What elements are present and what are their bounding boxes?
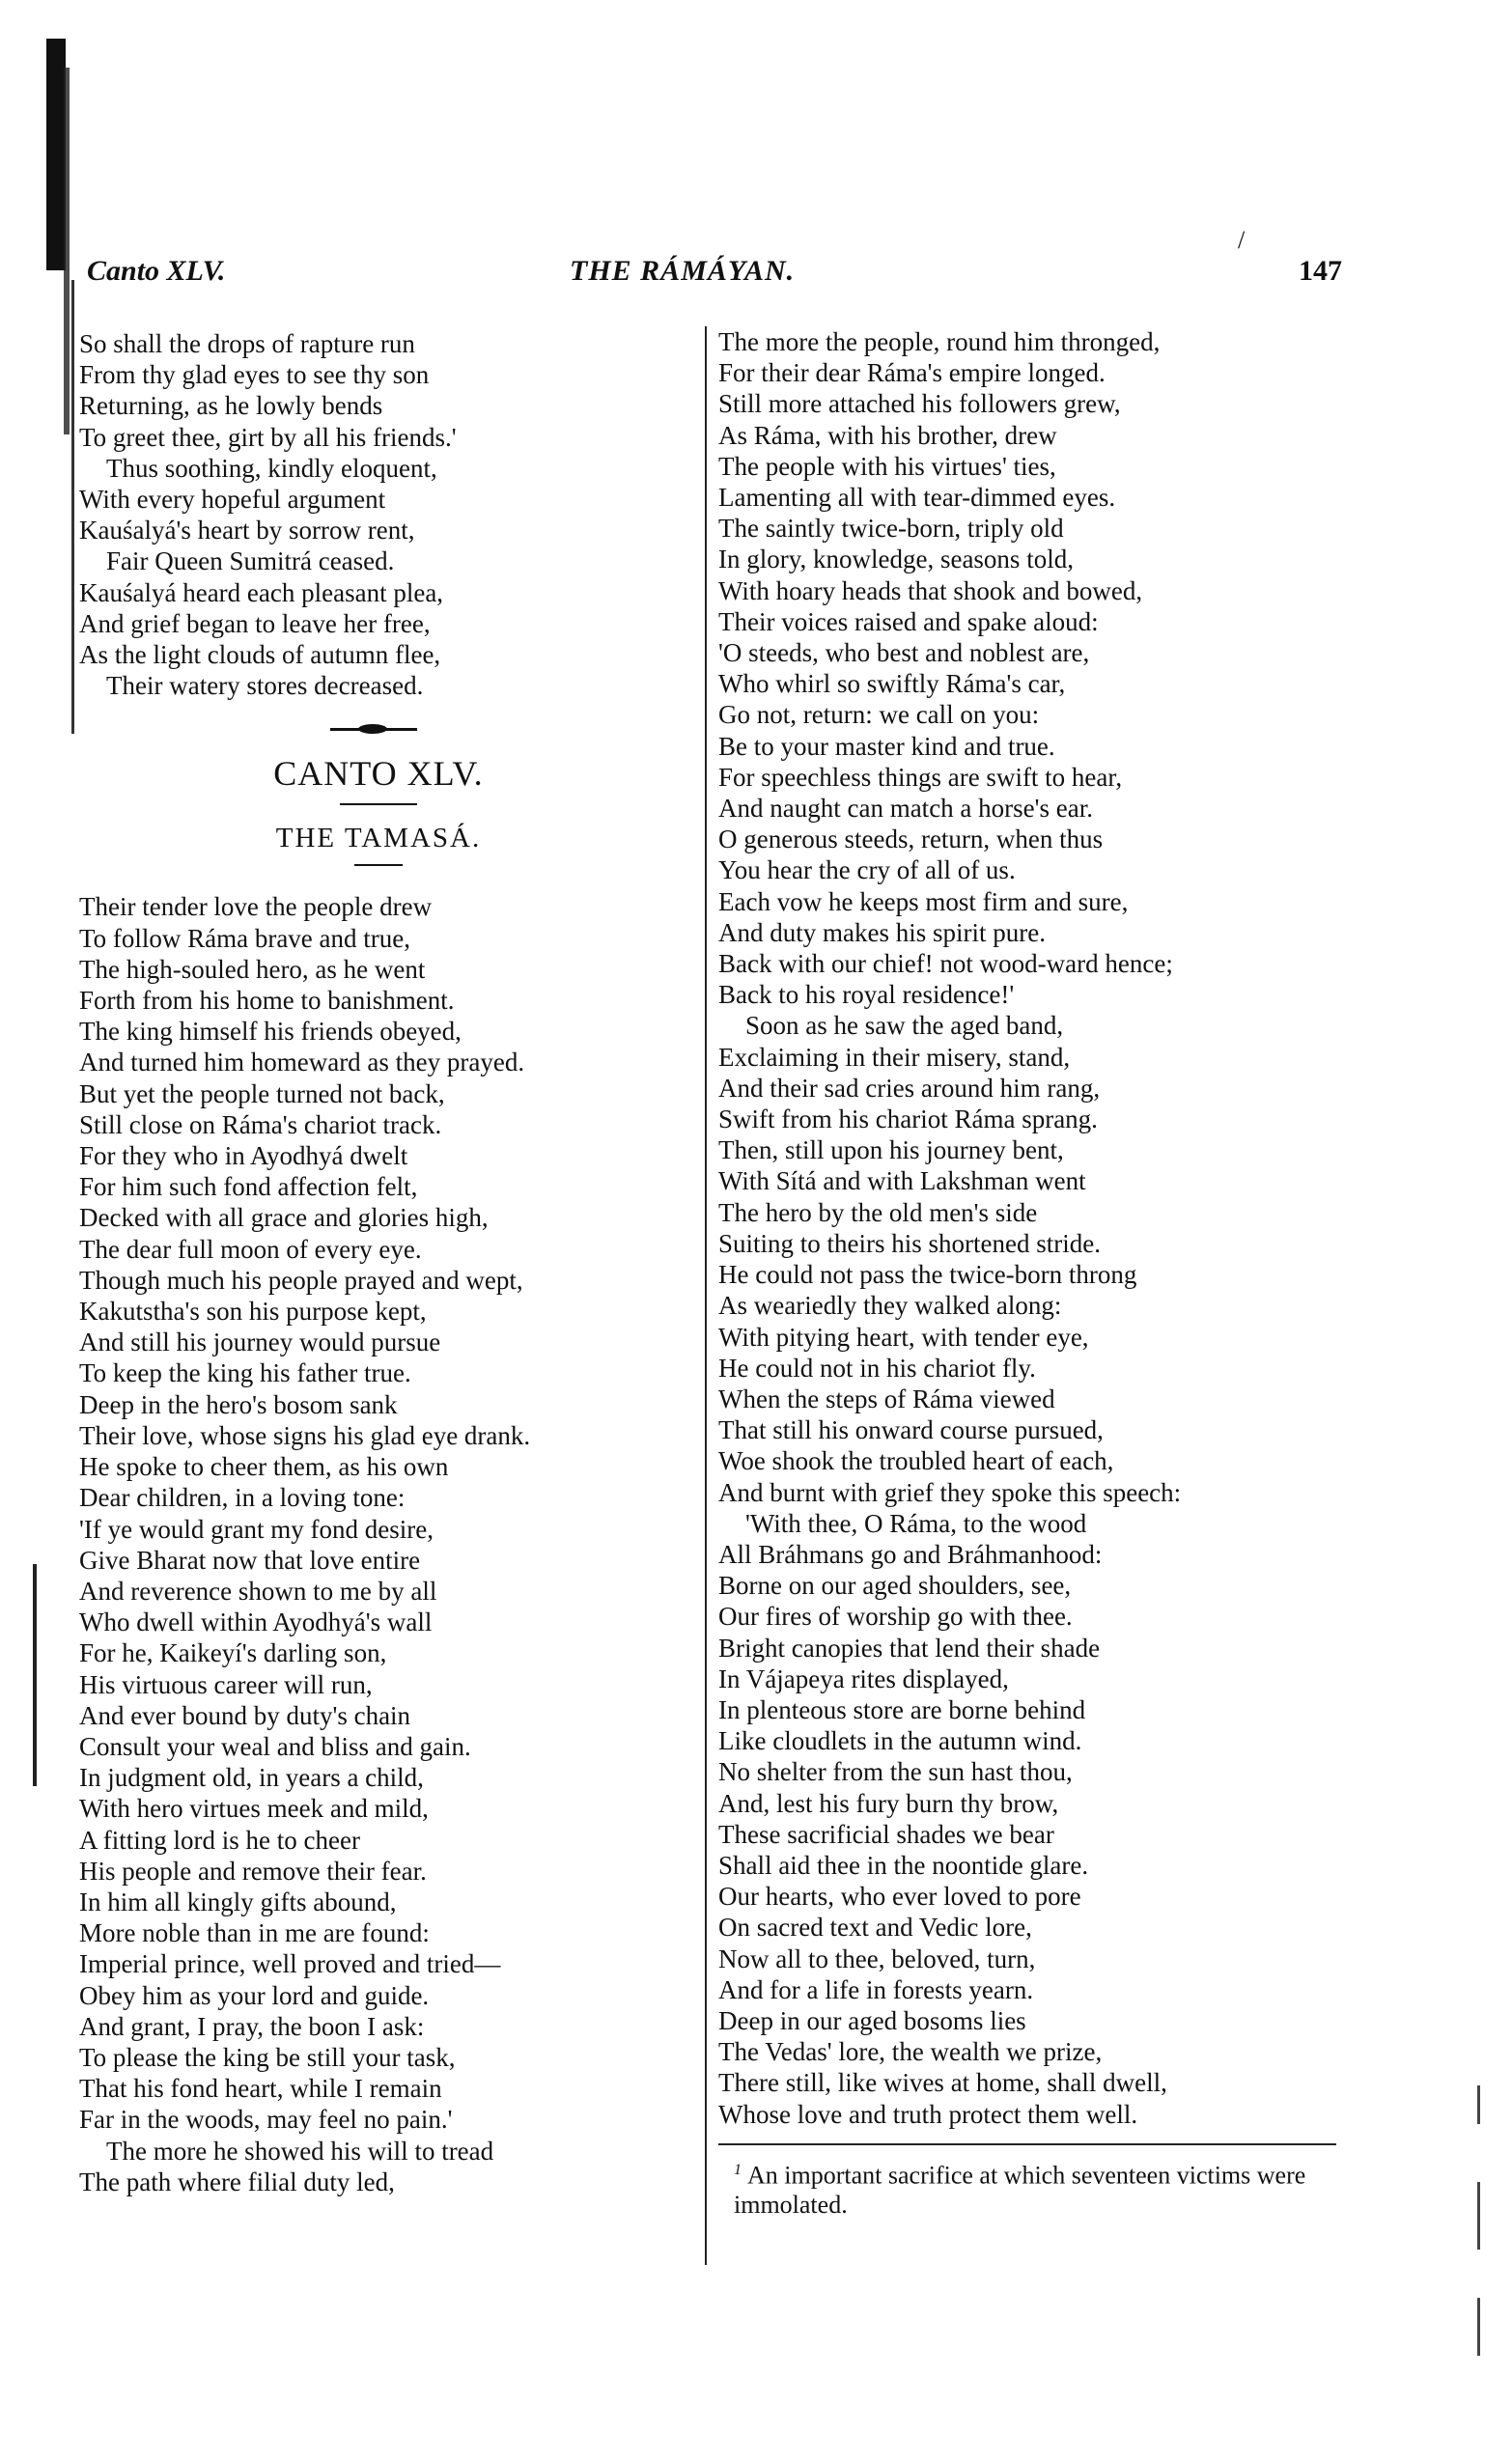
- verse-line: You hear the cry of all of us.: [718, 855, 1016, 885]
- verse-line: And grief began to leave her free,: [79, 608, 431, 638]
- verse-line: To follow Ráma brave and true,: [79, 923, 410, 953]
- canto-heading: CANTO XLV.: [273, 754, 484, 794]
- verse-line: For they who in Ayodhyá dwelt: [79, 1141, 408, 1171]
- verse-line: Deep in our aged bosoms lies: [718, 2005, 1026, 2035]
- right-column: [718, 326, 1346, 2220]
- verse-line: The more he showed his will to tread: [106, 2136, 494, 2166]
- verse-line: He could not pass the twice-born throng: [718, 1260, 1137, 1290]
- verse-line: His people and remove their fear.: [79, 1856, 427, 1886]
- running-header: [87, 255, 1342, 294]
- header-canto-label: Canto XLV.: [87, 255, 226, 287]
- verse-line: These sacrificial shades we bear: [718, 1819, 1054, 1849]
- verse-line: Imperial prince, well proved and tried—: [79, 1949, 501, 1979]
- verse-line: For him such fond affection felt,: [79, 1172, 418, 1202]
- scan-margin-mark: [1477, 2298, 1480, 2356]
- verse-line: And grant, I pray, the boon I ask:: [79, 2011, 425, 2041]
- verse-line: Returning, as he lowly bends: [79, 391, 383, 421]
- verse-line: Lamenting all with tear-dimmed eyes.: [718, 483, 1116, 513]
- verse-line: He could not in his chariot fly.: [718, 1353, 1036, 1383]
- verse-line: A fitting lord is he to cheer: [79, 1825, 360, 1855]
- heading-rule: [340, 803, 417, 805]
- footnote-marker: 1: [734, 2161, 742, 2178]
- verse-line: With hoary heads that shook and bowed,: [718, 575, 1143, 605]
- verse-line: Kakutstha's son his purpose kept,: [79, 1297, 427, 1327]
- verse-line: Still close on Ráma's chariot track.: [79, 1109, 442, 1139]
- verse-line: Each vow he keeps most firm and sure,: [718, 886, 1129, 916]
- verse-line: Deep in the hero's bosom sank: [79, 1389, 398, 1419]
- verse-line: And duty makes his spirit pure.: [718, 917, 1046, 947]
- verse-line: 'O steeds, who best and noblest are,: [718, 638, 1090, 668]
- page-number: 147: [1299, 255, 1342, 287]
- verse-line: Far in the woods, may feel no pain.': [79, 2105, 453, 2135]
- verse-line: The people with his virtues' ties,: [718, 451, 1056, 481]
- verse-line: In him all kingly gifts abound,: [79, 1887, 397, 1916]
- verse-line: When the steps of Ráma viewed: [718, 1384, 1055, 1413]
- verse-line: Still more attached his followers grew,: [718, 389, 1121, 419]
- verse-line: The king himself his friends obeyed,: [79, 1017, 462, 1047]
- verse-line: Kauśalyá heard each pleasant plea,: [79, 577, 444, 607]
- canto-body-continued: [718, 326, 1346, 2130]
- verse-line: Obey him as your lord and guide.: [79, 1980, 430, 2010]
- verse-line: Kauśalyá's heart by sorrow rent,: [79, 516, 415, 545]
- verse-line: Shall aid thee in the noontide glare.: [718, 1850, 1089, 1880]
- verse-line: Our fires of worship go with thee.: [718, 1602, 1073, 1632]
- verse-line: And their sad cries around him rang,: [718, 1073, 1101, 1103]
- verse-line: Their voices raised and spake aloud:: [718, 606, 1099, 636]
- verse-line: Like cloudlets in the autumn wind.: [718, 1726, 1082, 1756]
- verse-line: Woe shook the troubled heart of each,: [718, 1446, 1114, 1476]
- verse-line: Our hearts, who ever loved to pore: [718, 1882, 1081, 1912]
- verse-line: That his fond heart, while I remain: [79, 2074, 442, 2104]
- verse-line: Back to his royal residence!': [718, 980, 1015, 1010]
- verse-line: And still his journey would pursue: [79, 1328, 441, 1357]
- verse-line: That still his onward course pursued,: [718, 1415, 1104, 1445]
- verse-line: All Bráhmans go and Bráhmanhood:: [718, 1539, 1103, 1569]
- scan-margin-mark: [1477, 2085, 1480, 2124]
- verse-line: Back with our chief! not wood-ward hence;: [718, 949, 1173, 979]
- verse-line: Borne on our aged shoulders, see,: [718, 1571, 1072, 1601]
- pencil-tick-mark: /: [1238, 226, 1246, 254]
- canto-body: [79, 891, 697, 2197]
- verse-line: The path where filial duty led,: [79, 2167, 395, 2196]
- verse-line: Who whirl so swiftly Ráma's car,: [718, 669, 1066, 699]
- verse-line: Be to your master kind and true.: [718, 731, 1055, 761]
- scan-margin-mark: [33, 1564, 37, 1786]
- canto-subtitle: THE TAMASÁ.: [275, 823, 482, 854]
- verse-line: Exclaiming in their misery, stand,: [718, 1042, 1071, 1072]
- verse-line: As Ráma, with his brother, drew: [718, 420, 1057, 450]
- verse-line: As weariedly they walked along:: [718, 1291, 1062, 1321]
- verse-line: Whose love and truth protect them well.: [718, 2099, 1138, 2129]
- verse-line: And burnt with grief they spoke this speech:: [718, 1477, 1182, 1507]
- subtitle-rule: [354, 864, 403, 866]
- scan-margin-mark: [71, 280, 74, 734]
- verse-line: But yet the people turned not back,: [79, 1078, 445, 1108]
- verse-line: The dear full moon of every eye.: [79, 1234, 422, 1264]
- scan-margin-mark: [1477, 2182, 1480, 2250]
- verse-line: So shall the drops of rapture run: [79, 329, 415, 358]
- verse-line: The Vedas' lore, the wealth we prize,: [718, 2037, 1103, 2067]
- verse-line: To greet thee, girt by all his friends.': [79, 422, 457, 452]
- verse-line: And for a life in forests yearn.: [718, 1974, 1034, 2004]
- verse-line: In judgment old, in years a child,: [79, 1763, 424, 1793]
- verse-line: There still, like wives at home, shall dwell,: [718, 2068, 1167, 2098]
- verse-line: To please the king be still your task,: [79, 2042, 456, 2072]
- verse-line: From thy glad eyes to see thy son: [79, 360, 430, 390]
- footnote: [718, 2155, 1346, 2221]
- verse-line: And ever bound by duty's chain: [79, 1700, 411, 1730]
- verse-line: Thus soothing, kindly eloquent,: [106, 453, 437, 483]
- footnote-text: An important sacrifice at which seventeen victims were immolated.: [734, 2161, 1306, 2220]
- verse-line: Swift from his chariot Ráma sprang.: [718, 1105, 1098, 1134]
- verse-line: Their love, whose signs his glad eye drank.: [79, 1420, 531, 1450]
- verse-line: Go not, return: we call on you:: [718, 700, 1040, 730]
- verse-line: And reverence shown to me by all: [79, 1576, 437, 1606]
- verse-line: The hero by the old men's side: [718, 1197, 1038, 1227]
- footnote-rule: [718, 2143, 1336, 2145]
- previous-canto-verses: [79, 328, 697, 701]
- verse-line: The saintly twice-born, triply old: [718, 514, 1064, 544]
- verse-line: Give Bharat now that love entire: [79, 1545, 421, 1575]
- verse-line: 'If ye would grant my fond desire,: [79, 1514, 434, 1544]
- column-divider: [705, 326, 707, 2265]
- section-ornament: [79, 714, 697, 743]
- scan-margin-mark: [64, 68, 70, 434]
- verse-line: And, lest his fury burn thy brow,: [718, 1788, 1059, 1818]
- verse-line: 'With thee, O Ráma, to the wood: [745, 1508, 1087, 1538]
- verse-line: Dear children, in a loving tone:: [79, 1483, 406, 1513]
- verse-line: Though much his people prayed and wept,: [79, 1265, 523, 1295]
- verse-line: As the light clouds of autumn flee,: [79, 640, 441, 670]
- verse-line: Now all to thee, beloved, turn,: [718, 1944, 1036, 1973]
- verse-line: In glory, knowledge, seasons told,: [718, 545, 1074, 574]
- verse-line: Bright canopies that lend their shade: [718, 1633, 1101, 1663]
- header-book-title: THE RÁMÁYAN.: [570, 255, 796, 287]
- verse-line: Soon as he saw the aged band,: [745, 1011, 1064, 1041]
- verse-line: His virtuous career will run,: [79, 1669, 373, 1699]
- verse-line: And turned him homeward as they prayed.: [79, 1048, 525, 1077]
- verse-line: For speechless things are swift to hear,: [718, 762, 1123, 792]
- verse-line: For he, Kaikeyí's darling son,: [79, 1638, 387, 1668]
- verse-line: The high-souled hero, as he went: [79, 954, 426, 984]
- verse-line: Decked with all grace and glories high,: [79, 1203, 489, 1233]
- verse-line: For their dear Ráma's empire longed.: [718, 358, 1106, 388]
- verse-line: To keep the king his father true.: [79, 1358, 411, 1388]
- verse-line: Their tender love the people drew: [79, 892, 433, 922]
- verse-line: With every hopeful argument: [79, 485, 386, 515]
- verse-line: Forth from his home to banishment.: [79, 986, 455, 1016]
- verse-line: He spoke to cheer them, as his own: [79, 1452, 449, 1482]
- verse-line: Then, still upon his journey bent,: [718, 1135, 1064, 1165]
- verse-line: With Sítá and with Lakshman went: [718, 1166, 1086, 1196]
- verse-line: The more the people, round him thronged,: [718, 327, 1161, 356]
- verse-line: Their watery stores decreased.: [106, 671, 424, 701]
- verse-line: More noble than in me are found:: [79, 1918, 430, 1948]
- verse-line: Who dwell within Ayodhyá's wall: [79, 1608, 433, 1637]
- verse-line: Consult your weal and bliss and gain.: [79, 1731, 471, 1761]
- verse-line: On sacred text and Vedic lore,: [718, 1913, 1032, 1943]
- verse-line: And naught can match a horse's ear.: [718, 794, 1093, 824]
- verse-line: With hero virtues meek and mild,: [79, 1794, 429, 1824]
- verse-line: No shelter from the sun hast thou,: [718, 1757, 1073, 1787]
- verse-line: In plenteous store are borne behind: [718, 1694, 1086, 1724]
- verse-line: In Vájapeya rites displayed,: [718, 1664, 1009, 1693]
- left-column: [79, 328, 697, 2197]
- scan-margin-mark: [46, 39, 66, 270]
- verse-line: Suiting to theirs his shortened stride.: [718, 1228, 1101, 1258]
- verse-line: Fair Queen Sumitrá ceased.: [106, 546, 395, 576]
- verse-line: O generous steeds, return, when thus: [718, 825, 1104, 854]
- verse-line: With pitying heart, with tender eye,: [718, 1322, 1089, 1352]
